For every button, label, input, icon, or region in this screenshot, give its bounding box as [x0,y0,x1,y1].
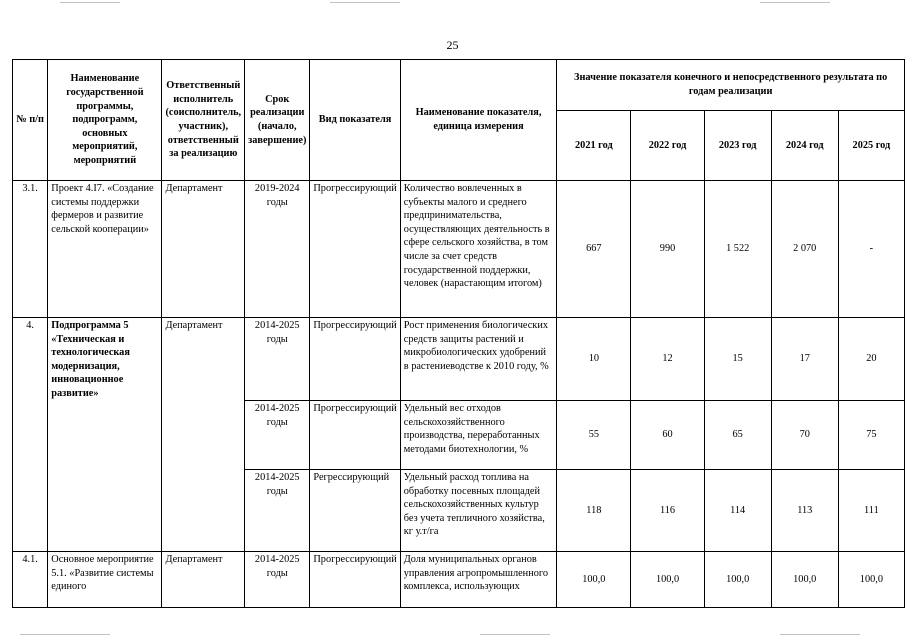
row-value: 60 [631,401,704,470]
scan-line-bottom-left [20,634,110,635]
row-name: Проект 4.I7. «Создание системы поддержки фермеров и развитие сельской кооперации» [48,181,162,318]
row-indicator-name: Рост применения биологических средств защиты растений и микробиологических удобрений в растениеводстве к 2010 году, % [400,318,557,401]
row-value: 12 [631,318,704,401]
header-term: Срок реализации (начало, завершение) [245,60,310,181]
row-indicator-type: Прогрессирующий [310,181,400,318]
row-value: 2 070 [771,181,838,318]
header-year: 2022 год [631,111,704,181]
row-value: - [838,181,904,318]
row-term: 2014-2025 годы [245,318,310,401]
row-value: 113 [771,470,838,552]
row-value: 116 [631,470,704,552]
row-indicator-type: Прогрессирующий [310,401,400,470]
table-header-row [13,60,905,111]
scan-line-top-mid [330,2,400,3]
row-num: 4. [13,318,48,552]
table-row [13,181,905,318]
row-num: 4.1. [13,552,48,608]
row-value: 70 [771,401,838,470]
header-indicator-type: Вид показателя [310,60,400,181]
header-name: Наименование государственной программы, подпрограмм, основных мероприятий, мероприятий [48,60,162,181]
indicators-table [12,59,905,608]
row-value: 114 [704,470,771,552]
row-value: 55 [557,401,631,470]
row-indicator-name: Удельный расход топлива на обработку посевных площадей сельскохозяйственных культур без учета тепличного хозяйства, кг у.т/га [400,470,557,552]
row-indicator-type: Прогрессирующий [310,318,400,401]
row-term: 2014-2025 годы [245,552,310,608]
table-row [13,552,905,608]
header-year: 2025 год [838,111,904,181]
row-name: Основное мероприятие 5.1. «Развитие системы единого [48,552,162,608]
header-num: № п/п [13,60,48,181]
header-year: 2021 год [557,111,631,181]
header-values-group: Значение показателя конечного и непосредственного результата по годам реализации [557,60,905,111]
row-value: 100,0 [704,552,771,608]
row-indicator-name: Удельный вес отходов сельскохозяйственного производства, переработанных методами биотехнологии, % [400,401,557,470]
header-year: 2023 год [704,111,771,181]
row-num: 3.1. [13,181,48,318]
row-value: 111 [838,470,904,552]
row-indicator-type: Регрессирующий [310,470,400,552]
row-responsible: Департамент [162,181,245,318]
row-responsible: Департамент [162,318,245,552]
row-name: Подпрограмма 5 «Техническая и технологическая модернизация, инновационное развитие» [48,318,162,552]
row-value: 667 [557,181,631,318]
scan-line-top-left [60,2,120,3]
row-value: 100,0 [557,552,631,608]
row-value: 100,0 [631,552,704,608]
row-value: 100,0 [771,552,838,608]
row-value: 17 [771,318,838,401]
row-indicator-type: Прогрессирующий [310,552,400,608]
row-responsible: Департамент [162,552,245,608]
row-value: 1 522 [704,181,771,318]
row-indicator-name: Доля муниципальных органов управления агропромышленного комплекса, использующих [400,552,557,608]
scan-line-bottom-mid [480,634,550,635]
page-number: 25 [446,38,459,52]
header-responsible: Ответственный исполнитель (соисполнитель, участник), ответственный за реализацию [162,60,245,181]
row-indicator-name: Количество вовлеченных в субъекты малого и среднего предпринимательства, осуществляющих деятельность в сфере сельского хозяйства, в том числе за счет средств государственной поддержки, человек (нарастающим итогом) [400,181,557,318]
row-value: 100,0 [838,552,904,608]
row-value: 20 [838,318,904,401]
row-value: 15 [704,318,771,401]
row-term: 2014-2025 годы [245,470,310,552]
header-year: 2024 год [771,111,838,181]
row-term: 2019-2024 годы [245,181,310,318]
row-value: 75 [838,401,904,470]
scan-line-top-right [760,2,830,3]
scan-line-bottom-right [780,634,860,635]
row-value: 10 [557,318,631,401]
row-value: 118 [557,470,631,552]
row-value: 990 [631,181,704,318]
table-row [13,318,905,401]
row-value: 65 [704,401,771,470]
row-term: 2014-2025 годы [245,401,310,470]
header-indicator-name: Наименование показателя, единица измерения [400,60,557,181]
